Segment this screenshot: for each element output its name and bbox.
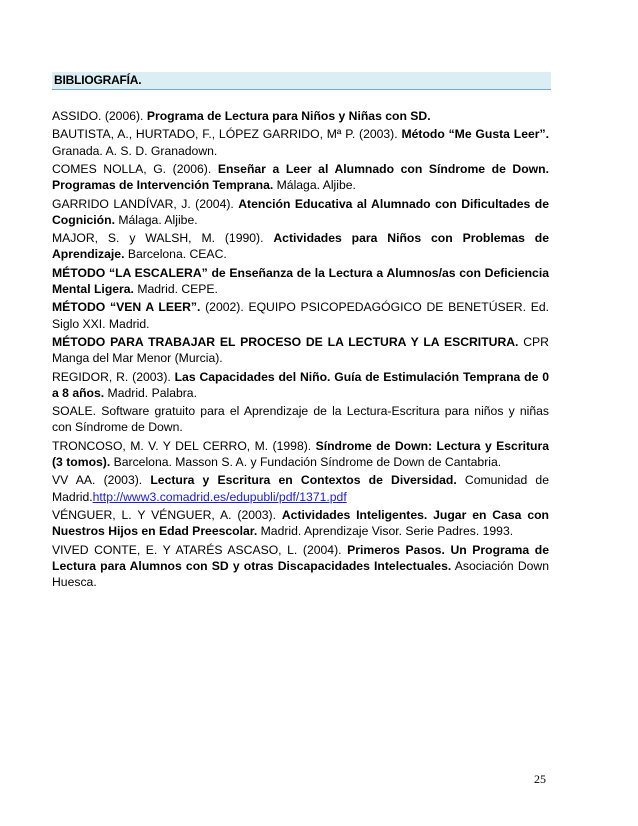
- reference-text: Comunidad de Madrid.: [52, 473, 549, 504]
- reference-title: Las Capacidades del Niño. Guía de Estimulación Temprana de 0 a 8 años.: [52, 369, 549, 400]
- reference-title: Enseñar a Leer al Alumnado con Síndrome de Down. Programas de Intervención Temprana.: [52, 161, 549, 193]
- reference-text: Málaga. Aljibe.: [114, 212, 198, 227]
- reference-text: BAUTISTA, A., HURTADO, F., LÓPEZ GARRIDO, Mª P. (2003).: [52, 127, 402, 142]
- reference-text: COMES NOLLA, G. (2006).: [52, 161, 218, 176]
- bibliography-heading-bar: [52, 72, 551, 90]
- reference-title: Actividades para Niños con Problemas de Aprendizaje.: [52, 231, 549, 262]
- reference-text: MAJOR, S. y WALSH, M. (1990).: [52, 231, 274, 246]
- reference-entry: [52, 438, 549, 470]
- reference-title: Lectura y Escritura en Contextos de Diversidad.: [150, 473, 457, 488]
- reference-entry: [52, 369, 549, 401]
- reference-title: Actividades Inteligentes. Jugar en Casa con Nuestros Hijos en Edad Preescolar.: [52, 507, 549, 539]
- reference-text: VIVED CONTE, E. Y ATARÉS ASCASO, L. (2004).: [52, 542, 348, 557]
- reference-entry: [52, 230, 549, 262]
- reference-entry: [52, 472, 549, 504]
- reference-text: CPR Manga del Mar Menor (Murcia).: [52, 334, 549, 366]
- reference-title: Síndrome de Down: Lectura y Escritura (3 tomos).: [52, 438, 549, 469]
- reference-text: Barcelona. Masson S. A. y Fundación Síndrome de Down de Cantabria.: [110, 454, 502, 469]
- reference-entry: [52, 126, 549, 158]
- reference-title: MÉTODO “VEN A LEER”.: [52, 300, 201, 315]
- reference-text: Barcelona. CEAC.: [124, 247, 227, 262]
- reference-text: ASSIDO. (2006).: [52, 109, 147, 123]
- bibliography-heading: BIBLIOGRAFÍA.: [54, 73, 142, 87]
- reference-text: GARRIDO LANDÍVAR, J. (2004).: [52, 196, 239, 211]
- reference-text: Málaga. Aljibe.: [273, 178, 356, 193]
- reference-text: Granada. A. S. D. Granadown.: [52, 143, 218, 158]
- reference-list: [52, 108, 549, 592]
- reference-text: (2002). EQUIPO PSICOPEDAGÓGICO DE BENETÚSER. Ed. Siglo XXI. Madrid.: [52, 300, 549, 331]
- reference-text: Madrid. Aprendizaje Visor. Serie Padres. 1993.: [257, 524, 514, 539]
- reference-title: MÉTODO “LA ESCALERA” de Enseñanza de la Lectura a Alumnos/as con Deficiencia Mental Ligera.: [52, 265, 549, 296]
- reference-entry: [52, 334, 549, 366]
- reference-link[interactable]: http://www3.comadrid.es/edupubli/pdf/1371.pdf: [92, 489, 347, 504]
- reference-text: VÉNGUER, L. Y VÉNGUER, A. (2003).: [52, 507, 282, 522]
- reference-title: MÉTODO PARA TRABAJAR EL PROCESO DE LA LECTURA Y LA ESCRITURA.: [52, 334, 519, 349]
- reference-text: Madrid. Palabra.: [104, 385, 197, 400]
- reference-text: TRONCOSO, M. V. Y DEL CERRO, M. (1998).: [52, 438, 316, 453]
- reference-text: Madrid. CEPE.: [133, 281, 218, 296]
- reference-entry: [52, 196, 549, 228]
- reference-title: Atención Educativa al Alumnado con Dificultades de Cognición.: [52, 196, 549, 227]
- reference-text: SOALE. Software gratuito para el Aprendizaje de la Lectura-Escritura para niños y niñas con Síndrome de Down.: [52, 404, 549, 435]
- reference-entry: [52, 265, 549, 297]
- reference-entry: [52, 161, 549, 193]
- reference-entry: [52, 403, 549, 435]
- reference-text: VV AA. (2003).: [52, 473, 151, 488]
- reference-title: Método “Me Gusta Leer”.: [401, 127, 549, 142]
- reference-entry: [52, 299, 549, 331]
- page-number: 25: [534, 772, 546, 786]
- reference-text: Asociación Down Huesca.: [52, 558, 549, 589]
- reference-entry: [52, 507, 549, 539]
- reference-entry: [52, 108, 549, 124]
- reference-entry: [52, 542, 549, 591]
- reference-title: Primeros Pasos. Un Programa de Lectura para Alumnos con SD y otras Discapacidades Intelectuales.: [52, 542, 549, 573]
- reference-title: Programa de Lectura para Niños y Niñas con SD.: [146, 109, 431, 123]
- reference-text: REGIDOR, R. (2003).: [52, 369, 175, 384]
